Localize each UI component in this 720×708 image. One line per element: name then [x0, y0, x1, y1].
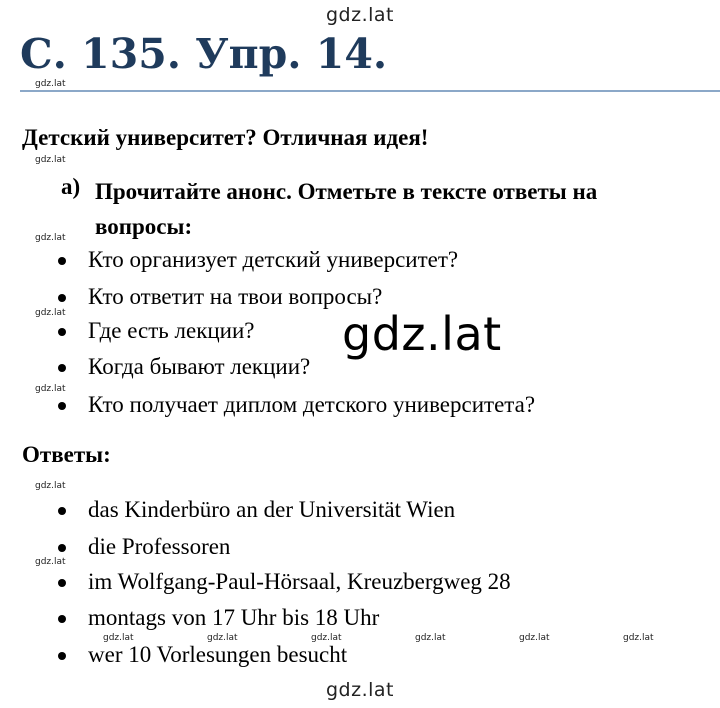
watermark-small: gdz.lat	[103, 633, 134, 643]
task-marker: a)	[61, 174, 81, 199]
question-text: Кто получает диплом детского университета?	[88, 392, 536, 417]
watermark-small: gdz.lat	[35, 308, 66, 318]
title-divider	[20, 90, 720, 92]
watermark-small: gdz.lat	[519, 633, 550, 643]
watermark-small: gdz.lat	[35, 79, 66, 89]
task-instruction: Прочитайте анонс. Отметьте в тексте ответы на вопросы:	[95, 179, 598, 239]
watermark-small: gdz.lat	[35, 384, 66, 394]
watermark-center: gdz.lat	[342, 307, 502, 361]
answer-text: die Professoren	[88, 534, 231, 559]
bullet-icon	[58, 544, 66, 552]
bullet-icon	[58, 294, 66, 302]
answers-heading: Ответы:	[22, 442, 111, 467]
watermark-small: gdz.lat	[35, 557, 66, 567]
page-title: С. 135. Упр. 14.	[20, 30, 388, 78]
bullet-icon	[58, 652, 66, 660]
watermark-small: gdz.lat	[311, 633, 342, 643]
bullet-icon	[58, 615, 66, 623]
watermark-small: gdz.lat	[415, 633, 446, 643]
watermark-small: gdz.lat	[623, 633, 654, 643]
question-text: Кто ответит на твои вопросы?	[88, 284, 383, 309]
watermark-top: gdz.lat	[325, 4, 394, 26]
bullet-icon	[58, 402, 66, 410]
watermark-bottom: gdz.lat	[325, 679, 394, 701]
watermark-small: gdz.lat	[35, 481, 66, 491]
question-text: Когда бывают лекции?	[88, 354, 311, 379]
answer-text: das Kinderbüro an der Universität Wien	[88, 497, 456, 522]
bullet-icon	[58, 507, 66, 515]
watermark-small: gdz.lat	[35, 155, 66, 165]
watermark-small: gdz.lat	[35, 233, 66, 243]
answer-text: montags von 17 Uhr bis 18 Uhr	[88, 605, 380, 630]
watermark-small: gdz.lat	[207, 633, 238, 643]
question-text: Кто организует детский университет?	[88, 247, 459, 272]
section-subheading: Детский университет? Отличная идея!	[22, 125, 429, 150]
question-text: Где есть лекции?	[88, 318, 255, 343]
bullet-icon	[58, 364, 66, 372]
bullet-icon	[58, 579, 66, 587]
answer-text: wer 10 Vorlesungen besucht	[88, 642, 348, 667]
bullet-icon	[58, 328, 66, 336]
answer-text: im Wolfgang-Paul-Hörsaal, Kreuzbergweg 28	[88, 569, 511, 594]
bullet-icon	[58, 257, 66, 265]
